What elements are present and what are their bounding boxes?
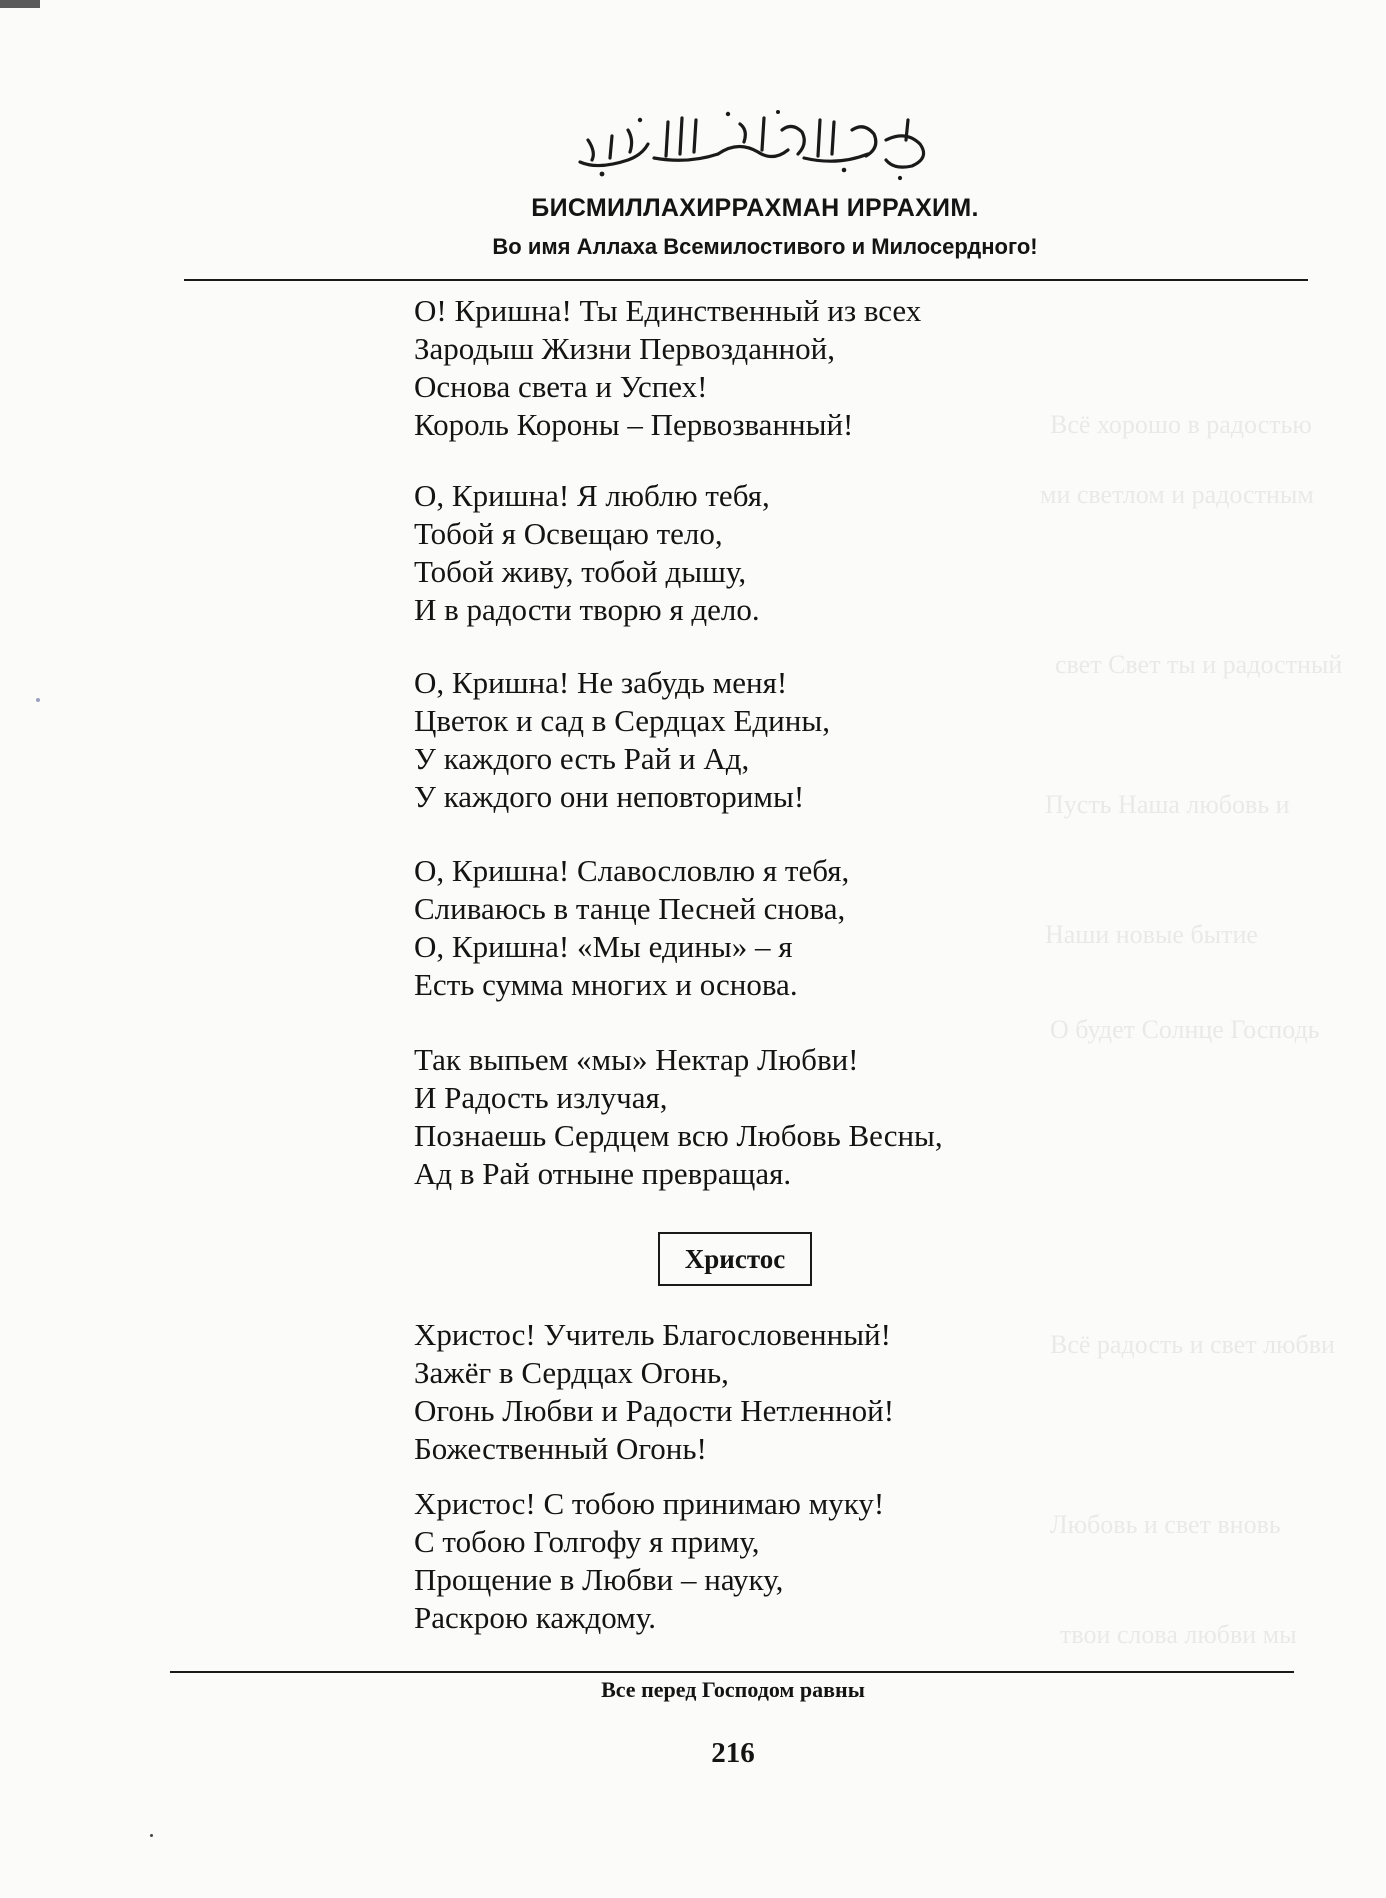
stanza bbox=[414, 1041, 943, 1193]
verse-line: Христос! Учитель Благословенный! bbox=[414, 1317, 891, 1352]
verse-line: О, Кришна! Я люблю тебя, bbox=[414, 478, 770, 513]
verse-line: Божественный Огонь! bbox=[414, 1431, 707, 1466]
bleed-through-text: ми светлом и радостным bbox=[1040, 480, 1314, 509]
stanza bbox=[414, 292, 921, 444]
bleed-through-text: твои слова любви мы bbox=[1060, 1620, 1297, 1649]
verse-line: Прощение в Любви – науку, bbox=[414, 1562, 784, 1597]
bleed-through-text: Наши новые бытие bbox=[1045, 920, 1258, 949]
verse-line: И в радости творю я дело. bbox=[414, 592, 760, 627]
bleed-through-text: О будет Солнце Господь bbox=[1050, 1015, 1320, 1044]
bleed-through-text: Всё хорошо в радостью bbox=[1050, 410, 1312, 439]
stanza bbox=[414, 852, 849, 1004]
verse-line: О, Кришна! Не забудь меня! bbox=[414, 665, 788, 700]
page-number: 216 bbox=[711, 1737, 755, 1769]
scan-corner-mark bbox=[0, 0, 40, 8]
verse-line: Христос! С тобою принимаю муку! bbox=[414, 1486, 885, 1521]
verse-line: Раскрою каждому. bbox=[414, 1600, 656, 1635]
scan-speck bbox=[36, 698, 40, 702]
verse-line: Ад в Рай отныне превращая. bbox=[414, 1156, 792, 1191]
verse-line: Основа света и Успех! bbox=[414, 369, 708, 404]
verse-line: Цветок и сад в Сердцах Едины, bbox=[414, 703, 830, 738]
verse-line: О! Кришна! Ты Единственный из всех bbox=[414, 293, 922, 328]
verse-line: Есть сумма многих и основа. bbox=[414, 967, 798, 1002]
verse-line: У каждого есть Рай и Ад, bbox=[414, 741, 750, 776]
bleed-through-text: Всё радость и свет любви bbox=[1050, 1330, 1335, 1359]
bleed-through-text: Пусть Наша любовь и bbox=[1045, 790, 1290, 819]
bismillah-calligraphy bbox=[568, 100, 948, 190]
verse-line: Зажёг в Сердцах Огонь, bbox=[414, 1355, 729, 1390]
verse-line: И Радость излучая, bbox=[414, 1080, 668, 1115]
footer-divider bbox=[170, 1671, 1294, 1673]
verse-line: Огонь Любви и Радости Нетленной! bbox=[414, 1393, 895, 1428]
verse-line: Король Короны – Первозванный! bbox=[414, 407, 854, 442]
verse-line: Сливаюсь в танце Песней снова, bbox=[414, 891, 846, 926]
stanza bbox=[414, 1485, 884, 1637]
section-title: Христос bbox=[684, 1243, 786, 1274]
bleed-through-text: Любовь и свет вновь bbox=[1050, 1510, 1281, 1539]
stanza bbox=[414, 477, 770, 629]
scan-speck bbox=[150, 1834, 153, 1837]
verse-line: У каждого они неповторимы! bbox=[414, 779, 805, 814]
verse-line: Зародыш Жизни Первозданной, bbox=[414, 331, 835, 366]
verse-line: С тобою Голгофу я приму, bbox=[414, 1524, 760, 1559]
section-heading-box bbox=[658, 1232, 812, 1286]
header-divider bbox=[184, 279, 1308, 281]
stanza bbox=[414, 664, 830, 816]
stanza bbox=[414, 1316, 894, 1468]
verse-line: Тобой я Освещаю тело, bbox=[414, 516, 723, 551]
verse-line: Так выпьем «мы» Нектар Любви! bbox=[414, 1042, 859, 1077]
bleed-through-text: свет Свет ты и радостный bbox=[1055, 650, 1343, 679]
verse-line: О, Кришна! «Мы едины» – я bbox=[414, 929, 793, 964]
header-title: БИСМИЛЛАХИРРАХМАН ИРРАХИМ. bbox=[531, 194, 979, 222]
verse-line: Тобой живу, тобой дышу, bbox=[414, 554, 747, 589]
verse-line: О, Кришна! Славословлю я тебя, bbox=[414, 853, 850, 888]
header-subtitle: Во имя Аллаха Всемилостивого и Милосердного! bbox=[492, 234, 1038, 259]
running-footer: Все перед Господом равны bbox=[601, 1677, 865, 1702]
verse-line: Познаешь Сердцем всю Любовь Весны, bbox=[414, 1118, 943, 1153]
